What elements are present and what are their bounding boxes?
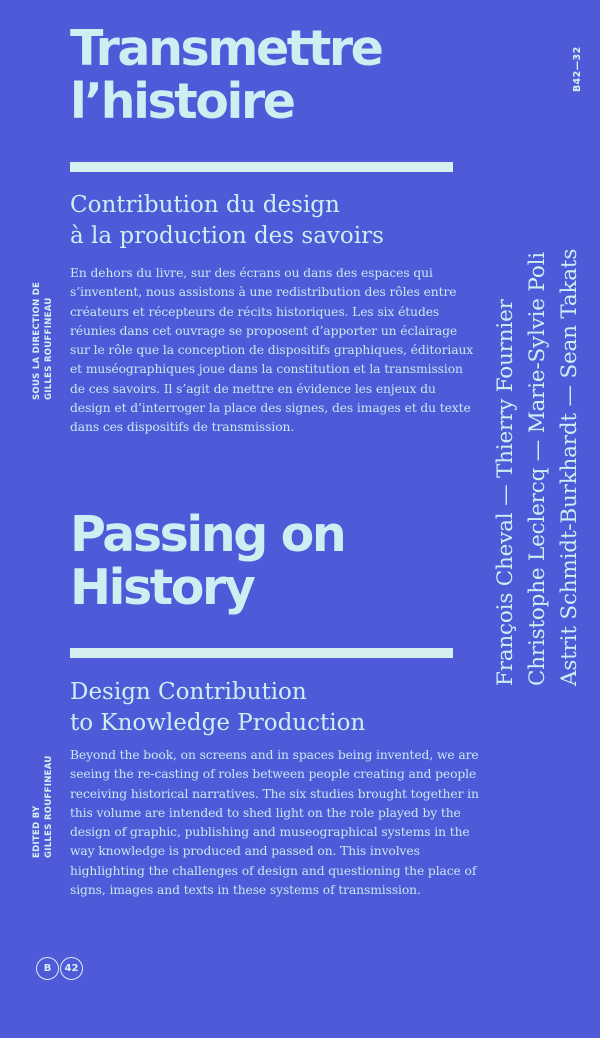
french-body: En dehors du livre, sur des écrans ou dans des espaces qui s’inventent, nous assistons à une redistribution des rôles entre créateurs et récepteurs de récits historiques. Les six études réunies dans cet ouvrage se proposent d’apporter un éclairage sur le rôle que la conception de dispositifs graphiques, éditoriaux et muséographiques joue dans la constitution et la transmission de ces savoirs. Il s’agit de mettre en évidence les enjeux du design et d’interroger la place des signes, des images et du texte dans ces dispositifs de transmission.	[70, 266, 474, 435]
english-title-line-1: Passing on	[70, 506, 345, 563]
authors-line-2: Christophe Leclercq — Marie-Sylvie Poli	[525, 252, 550, 686]
english-subtitle-line-1: Design Contribution	[70, 679, 307, 705]
english-subtitle	[70, 677, 365, 739]
french-direction-line-1: SOUS LA DIRECTION DE	[32, 281, 42, 400]
english-divider	[70, 648, 453, 658]
french-subtitle	[70, 190, 384, 252]
french-subtitle-line-1: Contribution du design	[70, 192, 340, 218]
logo-number-badge: 42	[60, 957, 83, 980]
publisher-logo	[36, 957, 83, 980]
authors-list	[490, 249, 586, 686]
french-direction-label	[31, 282, 55, 400]
french-divider	[70, 162, 453, 172]
english-editor-line-1: EDITED BY	[32, 805, 42, 858]
french-direction-line-2: GILLES ROUFFINEAU	[44, 297, 54, 400]
english-editor-line-2: GILLES ROUFFINEAU	[44, 755, 54, 858]
series-code: B42—32	[572, 46, 583, 92]
authors-line-3: Astrit Schmidt-Burkhardt — Sean Takats	[557, 248, 582, 686]
authors-line-1: François Cheval — Thierry Fournier	[493, 299, 518, 686]
french-title	[70, 22, 381, 128]
logo-letter-badge: B	[36, 957, 59, 980]
french-title-line-1: Transmettre	[70, 20, 382, 77]
english-title-line-2: History	[70, 559, 254, 616]
english-editor-label	[31, 755, 55, 858]
english-title	[70, 508, 344, 614]
french-subtitle-line-2: à la production des savoirs	[70, 223, 384, 249]
french-title-line-2: l’histoire	[70, 73, 294, 130]
english-subtitle-line-2: to Knowledge Production	[70, 710, 366, 736]
english-body: Beyond the book, on screens and in spaces being invented, we are seeing the re-casting of roles between people creating and people receiving historical narratives. The six studies brought together in this volume are intended to shed light on the role played by the design of graphic, publishing and museographical systems in the way knowledge is produced and passed on. This involves highlighting the challenges of design and questioning the place of signs, images and texts in these systems of transmission.	[70, 748, 479, 898]
